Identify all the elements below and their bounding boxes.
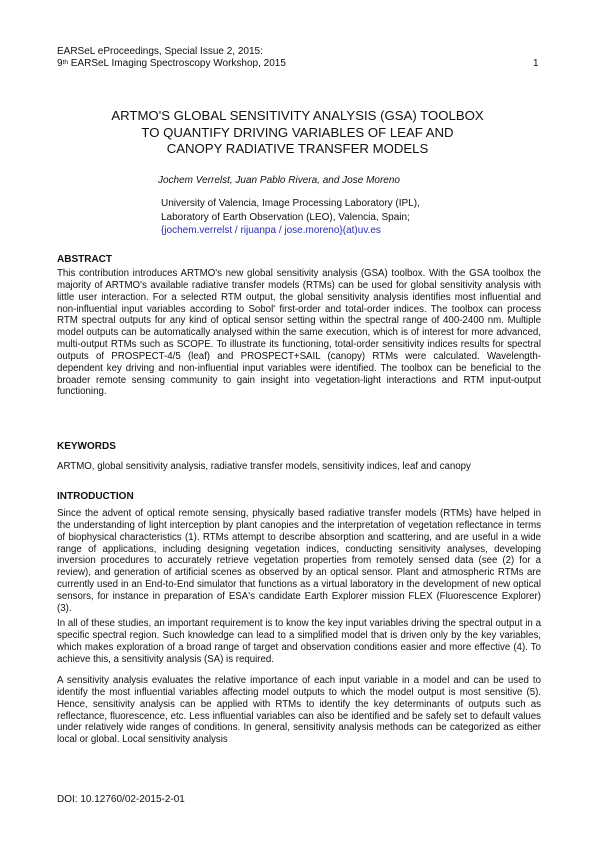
abstract-heading: ABSTRACT xyxy=(57,254,112,265)
journal-name: EARSeL eProceedings, Special Issue 2, 2015: xyxy=(57,46,263,57)
paper-title xyxy=(0,108,595,158)
introduction-paragraph-1: Since the advent of optical remote sensing, physically based radiative transfer models (RTMs) have helped in the understanding of light interception by plant canopies and the interpretation of vegetation reflectance in terms of biophysical characteristics (1). RTMs attempt to describe absorption and scattering, and are useful in a wide range of applications, including designing vegetation indices, conducting sensitivity analyses, developing inversion procedures to accurately retrieve vegetation properties from remotely sensed data (see (2) for a review), and generation of artificial scenes as observed by an optical sensor. Plant and atmospheric RTMs are currently used in an End-to-End simulator that functions as a virtual laboratory in the development of new optical sensors, for instance in preparation of ESA's candidate Earth Explorer mission FLEX (Fluorescence Explorer) (3). xyxy=(57,508,541,614)
title-line-3: CANOPY RADIATIVE TRANSFER MODELS xyxy=(166,141,429,156)
doi: DOI: 10.12760/02-2015-2-01 xyxy=(57,794,185,805)
email-link[interactable]: {jochem.verrelst / rijuanpa / jose.moreno}(at)uv.es xyxy=(161,225,381,236)
affiliation-line-2: Laboratory of Earth Observation (LEO), Valencia, Spain; xyxy=(161,211,410,223)
journal-header xyxy=(57,46,286,70)
workshop-name: 9th EARSeL Imaging Spectroscopy Workshop, 2015 xyxy=(57,58,286,69)
page-number: 1 xyxy=(533,58,539,69)
title-line-1: ARTMO'S GLOBAL SENSITIVITY ANALYSIS (GSA) TOOLBOX xyxy=(111,108,484,123)
authors: Jochem Verrelst, Juan Pablo Rivera, and Jose Moreno xyxy=(158,175,400,186)
introduction-paragraph-2: In all of these studies, an important requirement is to know the key input variables driving the spectral output in a specific spectral region. Such knowledge can lead to a simplified model that is driven only by the key variables, which makes exploration of a broad range of target and observation conditions easier and more effective (4). To achieve this, a sensitivity analysis (SA) is required. xyxy=(57,618,541,665)
keywords-heading: KEYWORDS xyxy=(57,441,116,452)
affiliation-line-1: University of Valencia, Image Processing Laboratory (IPL), xyxy=(161,198,420,209)
introduction-paragraph-3: A sensitivity analysis evaluates the relative importance of each input variable in a model and can be used to identify the most influential variables affecting model outputs to which the model output is most sensitive (5). Hence, sensitivity analysis can be applied with RTMs to identify the key determinants of outputs such as reflectance, fluorescence, etc. Less influential variables can also be identified and be safely set to default values under relatively wide ranges of conditions. In general, sensitivity analysis methods can be categorized as either local or global. Local sensitivity analysis xyxy=(57,675,541,746)
keywords-text: ARTMO, global sensitivity analysis, radiative transfer models, sensitivity indices, leaf and canopy xyxy=(57,461,471,472)
affiliation xyxy=(161,197,420,238)
introduction-heading: INTRODUCTION xyxy=(57,491,134,502)
title-line-2: TO QUANTIFY DRIVING VARIABLES OF LEAF AND xyxy=(141,124,454,140)
abstract-text: This contribution introduces ARTMO's new global sensitivity analysis (GSA) toolbox. With the GSA toolbox the majority of ARTMO's available radiative transfer models (RTMs) can be used for global sensitivity analysis with little user interaction. For a selected RTM output, the global sensitivity analysis identifies most influential and non-influential input variables according to Sobol' first-order and total-order indices. The toolbox can process RTM spectral outputs for any kind of optical sensor setting within the spectral range of 400-2400 nm. Multiple model outputs can be automatically analysed within the same execution, which is of interest for more advanced, multi-output RTMs such as SCOPE. To illustrate its functioning, total-order sensitivity indices results for spectral outputs of PROSPECT-4/5 (leaf) and PROSPECT+SAIL (canopy) RTMs were calculated. Wavelength-dependent key driving and non-influential input variables were identified. The toolbox can be beneficial to the broader remote sensing community to gain insight into vegetation-light interactions and RTM input-output functioning. xyxy=(57,268,541,398)
